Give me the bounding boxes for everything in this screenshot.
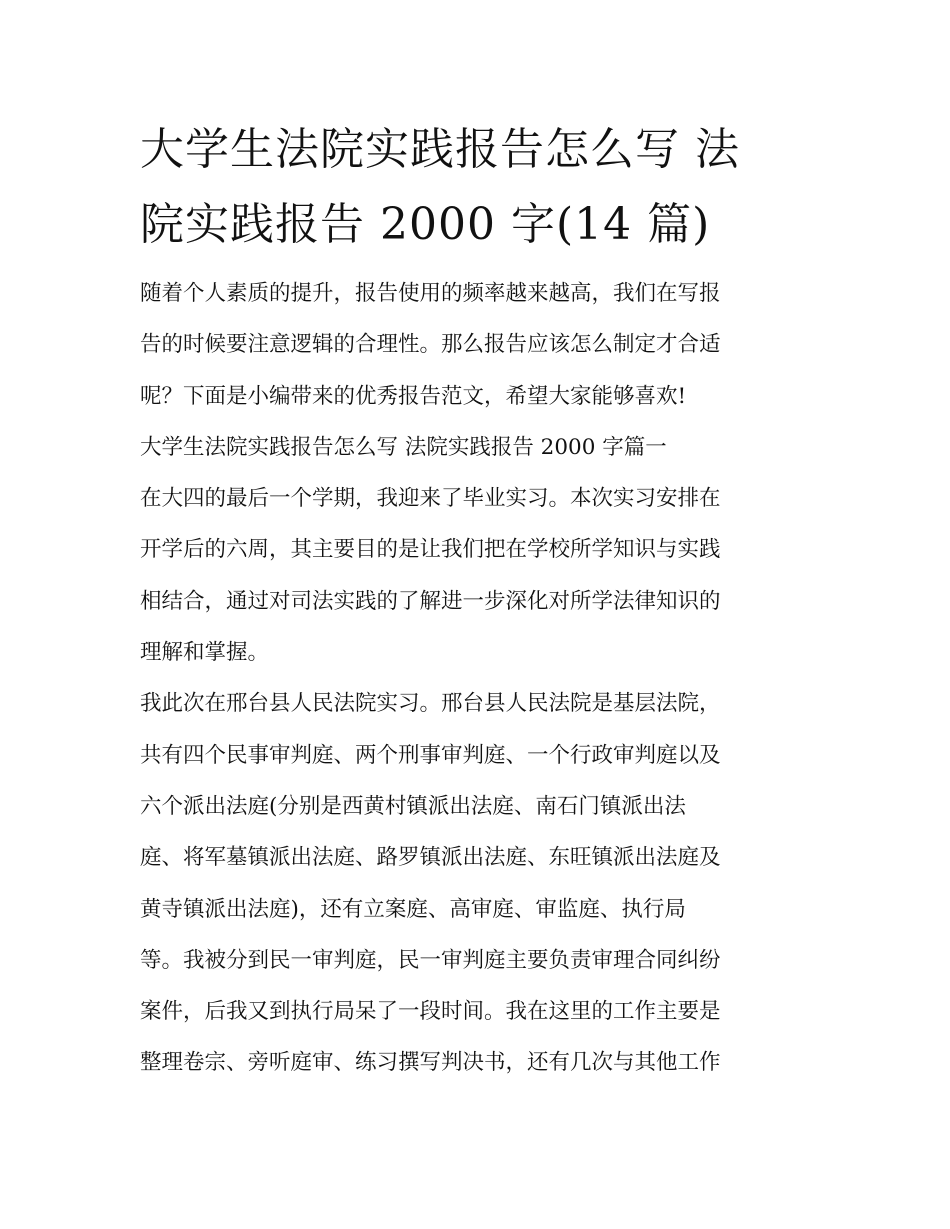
document-title <box>140 112 812 262</box>
paragraph-line: 黄寺镇派出法庭)，还有立案庭、高审庭、审监庭、执行局 <box>140 896 686 922</box>
paragraph-line: 等。我被分到民一审判庭，民一审判庭主要负责审理合同纠纷 <box>140 947 721 973</box>
section-heading: 大学生法院实践报告怎么写 法院实践报告 2000 字篇一 <box>140 434 667 460</box>
body-paragraph-1 <box>140 473 812 678</box>
intro-line: 告的时候要注意逻辑的合理性。那么报告应该怎么制定才合适 <box>140 332 721 358</box>
intro-line: 呢？下面是小编带来的优秀报告范文，希望大家能够喜欢! <box>140 383 687 409</box>
paragraph-line: 庭、将军墓镇派出法庭、路罗镇派出法庭、东旺镇派出法庭及 <box>140 845 721 871</box>
paragraph-line: 相结合，通过对司法实践的了解进一步深化对所学法律知识的 <box>140 588 721 614</box>
body-paragraph-2 <box>140 678 812 1088</box>
paragraph-line: 在大四的最后一个学期，我迎来了毕业实习。本次实习安排在 <box>140 486 721 512</box>
paragraph-line: 六个派出法庭(分别是西黄村镇派出法庭、南石门镇派出法 <box>140 793 686 819</box>
intro-paragraph <box>140 268 812 422</box>
paragraph-line: 理解和掌握。 <box>140 640 270 666</box>
paragraph-line: 整理卷宗、旁听庭审、练习撰写判决书，还有几次与其他工作 <box>140 1050 721 1076</box>
document-page <box>140 112 812 1089</box>
paragraph-line: 开学后的六周，其主要目的是让我们把在学校所学知识与实践 <box>140 537 721 563</box>
intro-line: 随着个人素质的提升，报告使用的频率越来越高，我们在写报 <box>140 281 721 306</box>
title-line-2: 院实践报告 2000 字(14 篇) <box>140 199 711 250</box>
paragraph-line: 案件，后我又到执行局呆了一段时间。我在这里的工作主要是 <box>140 999 721 1025</box>
paragraph-line: 我此次在邢台县人民法院实习。邢台县人民法院是基层法院， <box>140 691 721 717</box>
paragraph-line: 共有四个民事审判庭、两个刑事审判庭、一个行政审判庭以及 <box>140 742 721 768</box>
title-line-1: 大学生法院实践报告怎么写 法 <box>140 124 740 175</box>
